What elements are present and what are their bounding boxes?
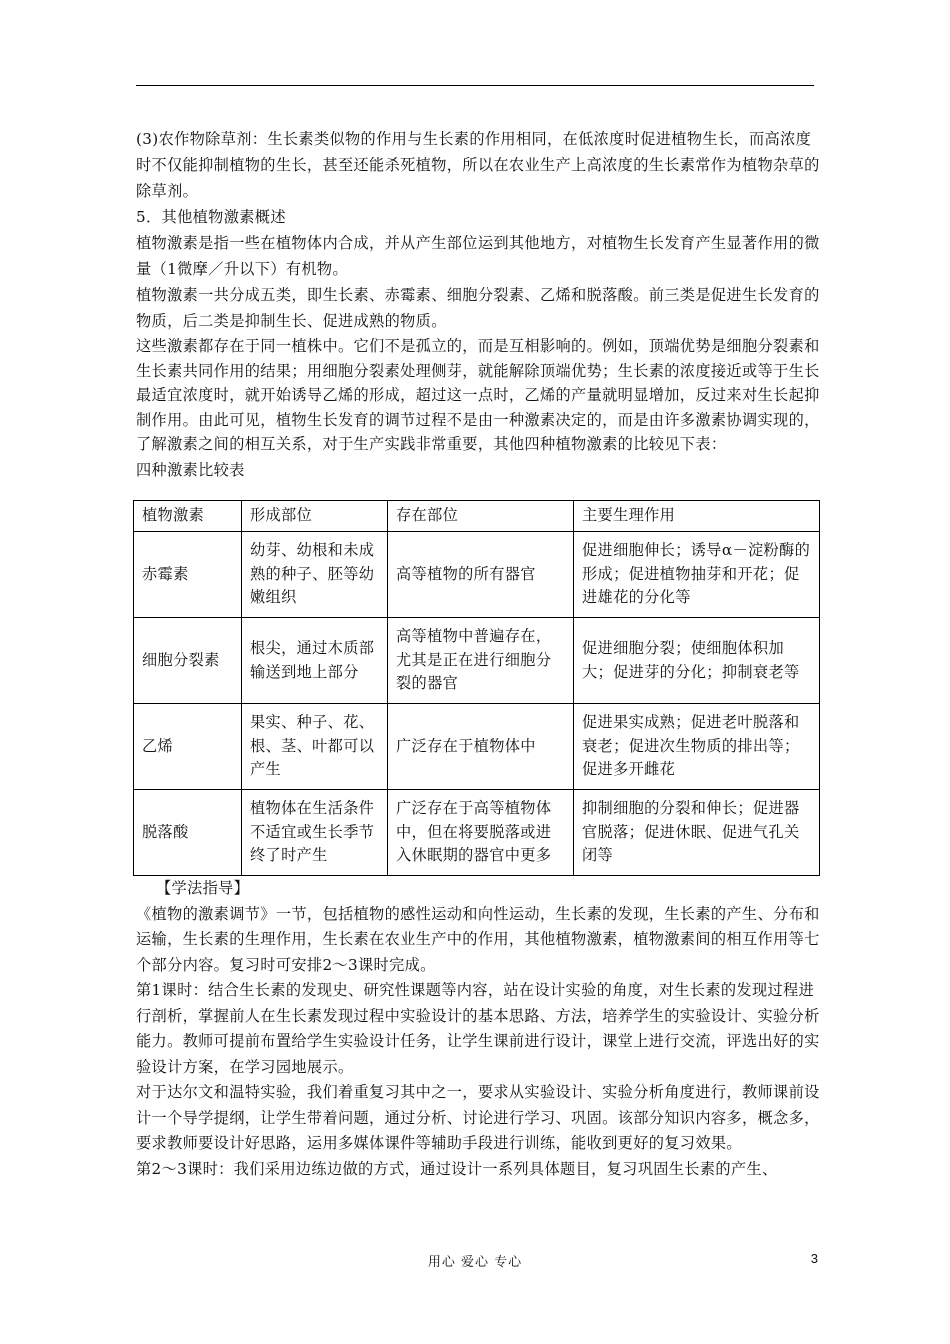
- header-hormone: 植物激素: [134, 501, 242, 532]
- header-existence-site: 存在部位: [388, 501, 574, 532]
- table-row: [134, 618, 820, 704]
- header-rule: [136, 85, 814, 86]
- upper-body-text: [136, 126, 820, 483]
- cell-formation-site: 幼芽、幼根和未成熟的种子、胚等幼嫩组织: [242, 532, 388, 618]
- cell-formation-site: 植物体在生活条件不适宜或生长季节终了时产生: [242, 790, 388, 876]
- paragraph-lesson-one: 第1课时：结合生长素的发现史、研究性课题等内容，站在设计实验的角度，对生长素的发现过程进行剖析，掌握前人在生长素发现过程中实验设计的基本思路、方法，培养学生的实验设计、实验分析能力。教师可提前布置给学生实验设计任务，让学生课前进行设计，课堂上进行交流，评选出好的实验设计方案，在学习园地展示。: [136, 981, 820, 1076]
- cell-hormone: 脱落酸: [134, 790, 242, 876]
- cell-main-function: 促进果实成熟；促进老叶脱落和衰老；促进次生物质的排出等；促进多开雌花: [574, 704, 820, 790]
- cell-existence-site: 广泛存在于植物体中: [388, 704, 574, 790]
- table-caption: 四种激素比较表: [136, 460, 245, 479]
- paragraph-lessons-two-three: 第2～3课时：我们采用边练边做的方式，通过设计一系列具体题目，复习巩固生长素的产生、: [136, 1159, 778, 1178]
- cell-hormone: 乙烯: [134, 704, 242, 790]
- header-formation-site: 形成部位: [242, 501, 388, 532]
- paragraph-interaction: 这些激素都存在于同一植株中。它们不是孤立的，而是互相影响的。例如，顶端优势是细胞分裂素和生长素共同作用的结果；用细胞分裂素处理侧芽，就能解除顶端优势；生长素的浓度接近或等于生长最适宜浓度时，就开始诱导乙烯的形成，超过这一点时，乙烯的产量就明显增加，反过来对生长起抑制作用。由此可见，植物生长发育的调节过程不是由一种激素决定的，而是由许多激素协调实现的，了解激素之间的相互关系，对于生产实践非常重要，其他四种植物激素的比较见下表：: [136, 337, 820, 453]
- paragraph-herbicide: (3)农作物除草剂：生长素类似物的作用与生长素的作用相同，在低浓度时促进植物生长，而高浓度时不仅能抑制植物的生长，甚至还能杀死植物，所以在农业生产上高浓度的生长素常作为植物杂草的除草剂。: [136, 130, 820, 200]
- cell-hormone: 赤霉素: [134, 532, 242, 618]
- table-row: [134, 532, 820, 618]
- cell-formation-site: 果实、种子、花、根、茎、叶都可以产生: [242, 704, 388, 790]
- hormone-comparison-table: [133, 500, 820, 876]
- header-main-function: 主要生理作用: [574, 501, 820, 532]
- table-header-row: [134, 501, 820, 532]
- section-heading-other-hormones: 5．其他植物激素概述: [136, 208, 286, 226]
- page-number: 3: [810, 1251, 818, 1266]
- section-heading-study-guide: 【学法指导】: [156, 879, 250, 897]
- cell-existence-site: 高等植物的所有器官: [388, 532, 574, 618]
- footer-motto: 用心 爱心 专心: [427, 1255, 523, 1270]
- cell-main-function: 抑制细胞的分裂和伸长；促进器官脱落；促进休眠、促进气孔关闭等: [574, 790, 820, 876]
- cell-hormone: 细胞分裂素: [134, 618, 242, 704]
- cell-main-function: 促进细胞分裂；使细胞体积加大；促进芽的分化；抑制衰老等: [574, 618, 820, 704]
- cell-existence-site: 高等植物中普遍存在，尤其是正在进行细胞分裂的器官: [388, 618, 574, 704]
- table-row: [134, 704, 820, 790]
- paragraph-definition: 植物激素是指一些在植物体内合成，并从产生部位运到其他地方，对植物生长发育产生显著作用的微量（1微摩／升以下）有机物。: [136, 234, 820, 278]
- paragraph-darwin-went: 对于达尔文和温特实验，我们着重复习其中之一，要求从实验设计、实验分析角度进行，教师课前设计一个导学提纲，让学生带着问题，通过分析、讨论进行学习、巩固。该部分知识内容多，概念多，要求教师要设计好思路，运用多媒体课件等辅助手段进行训练，能收到更好的复习效果。: [136, 1083, 820, 1152]
- lower-body-text: [136, 876, 820, 1182]
- cell-formation-site: 根尖，通过木质部输送到地上部分: [242, 618, 388, 704]
- paragraph-section-overview: 《植物的激素调节》一节，包括植物的感性运动和向性运动，生长素的发现，生长素的产生、分布和运输，生长素的生理作用，生长素在农业生产中的作用，其他植物激素，植物激素间的相互作用等七个部分内容。复习时可安排2～3课时完成。: [136, 904, 820, 974]
- cell-main-function: 促进细胞伸长；诱导α－淀粉酶的形成；促进植物抽芽和开花；促进雄花的分化等: [574, 532, 820, 618]
- cell-existence-site: 广泛存在于高等植物体中，但在将要脱落或进入休眠期的器官中更多: [388, 790, 574, 876]
- paragraph-five-classes: 植物激素一共分成五类，即生长素、赤霉素、细胞分裂素、乙烯和脱落酸。前三类是促进生长发育的物质，后二类是抑制生长、促进成熟的物质。: [136, 286, 820, 330]
- table-row: [134, 790, 820, 876]
